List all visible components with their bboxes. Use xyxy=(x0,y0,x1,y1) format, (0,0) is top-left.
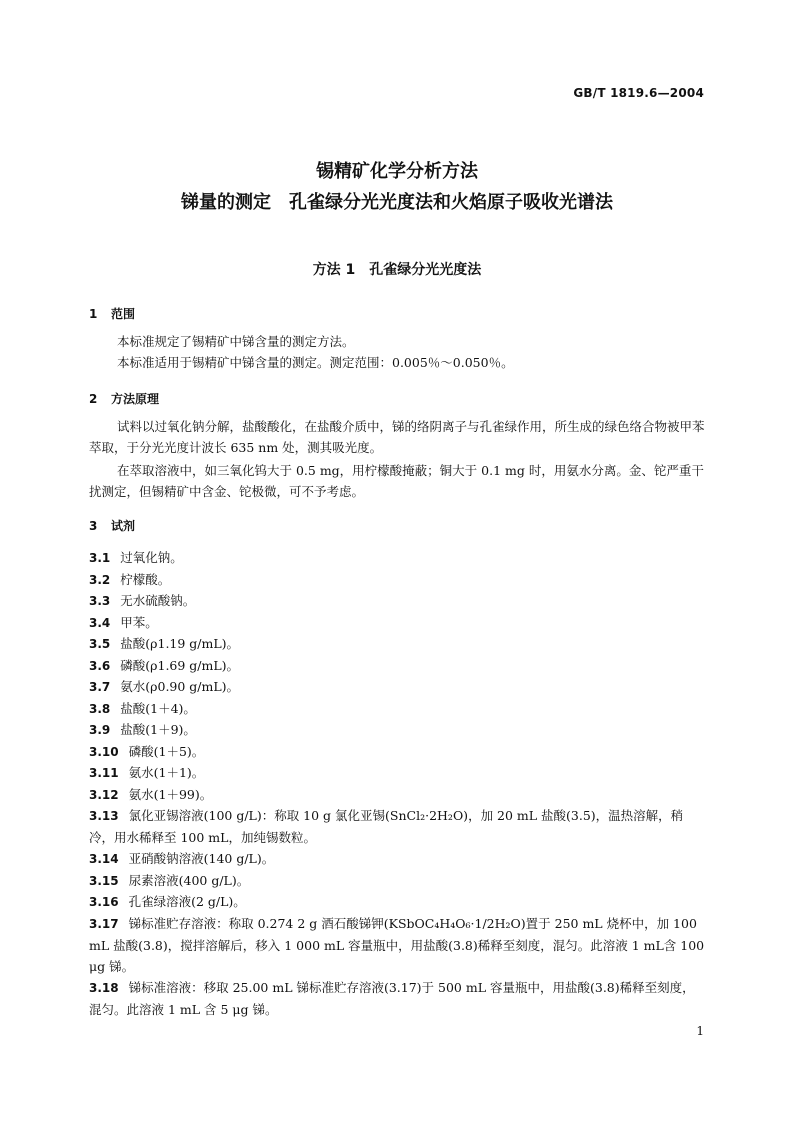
reagent-number: 3.3 xyxy=(89,594,111,608)
reagent-text: 过氧化钠。 xyxy=(120,550,183,565)
section-heading-scope xyxy=(89,305,135,322)
reagent-text: 盐酸(1＋4)。 xyxy=(120,701,196,716)
reagent-item xyxy=(89,676,705,698)
section-title: 试剂 xyxy=(111,519,136,533)
reagent-number: 3.1 xyxy=(89,551,111,565)
reagent-item xyxy=(89,784,705,806)
reagent-number: 3.5 xyxy=(89,637,111,651)
principle-paragraph-2: 在萃取溶液中，如三氧化钨大于 0.5 mg，用柠檬酸掩蔽；铜大于 0.1 mg 时，用氨水分离。金、铊严重干扰测定，但锡精矿中含金、铊极微，可不予考虑。 xyxy=(89,463,704,499)
reagent-text: 磷酸(ρ1.69 g/mL)。 xyxy=(120,658,240,673)
reagent-item xyxy=(89,913,705,977)
reagent-text: 氨水(1＋1)。 xyxy=(128,765,205,780)
reagent-item xyxy=(89,569,705,591)
reagent-text: 尿素溶液(400 g/L)。 xyxy=(128,873,250,888)
reagent-item xyxy=(89,590,705,612)
reagent-item xyxy=(89,633,705,655)
reagent-text: 无水硫酸钠。 xyxy=(120,593,196,608)
section-number: 3 xyxy=(89,519,98,533)
reagent-text: 柠檬酸。 xyxy=(120,572,171,587)
reagent-item xyxy=(89,655,705,677)
reagent-text: 氨水(1＋99)。 xyxy=(128,787,213,802)
reagent-text: 孔雀绿溶液(2 g/L)。 xyxy=(128,894,246,909)
section-number: 1 xyxy=(89,307,98,321)
section-title: 方法原理 xyxy=(111,392,160,406)
reagent-item xyxy=(89,741,705,763)
principle-paragraph-1: 试料以过氧化钠分解，盐酸酸化，在盐酸介质中，锑的络阴离子与孔雀绿作用，所生成的绿色络合物被甲苯萃取，于分光光度计波长 635 nm 处，测其吸光度。 xyxy=(89,419,705,455)
section-heading-reagents xyxy=(89,517,135,534)
reagent-item xyxy=(89,698,705,720)
section-title: 范围 xyxy=(111,307,136,321)
reagent-number: 3.9 xyxy=(89,723,111,737)
standard-code: GB/T 1819.6—2004 xyxy=(573,86,704,100)
reagent-text: 盐酸(1＋9)。 xyxy=(120,722,196,737)
reagent-number: 3.16 xyxy=(89,895,119,909)
section-heading-principle xyxy=(89,390,159,407)
scope-paragraph-2: 本标准适用于锡精矿中锑含量的测定。测定范围：0.005％～0.050％。 xyxy=(117,355,514,370)
document-title: 锡精矿化学分析方法 xyxy=(316,161,478,182)
reagent-text: 盐酸(ρ1.19 g/mL)。 xyxy=(120,636,240,651)
reagent-text: 锑标准溶液：移取 25.00 mL 锑标准贮存溶液(3.17)于 500 mL 容量瓶中，用盐酸(3.8)稀释至刻度，混匀。此溶液 1 mL 含 5 μg 锑。 xyxy=(89,980,695,1017)
reagent-number: 3.7 xyxy=(89,680,111,694)
reagent-number: 3.10 xyxy=(89,745,119,759)
reagent-number: 3.12 xyxy=(89,788,119,802)
reagent-item xyxy=(89,719,705,741)
method-heading: 方法 1 孔雀绿分光光度法 xyxy=(312,262,482,278)
reagent-text: 氨水(ρ0.90 g/mL)。 xyxy=(120,679,240,694)
reagent-number: 3.2 xyxy=(89,573,111,587)
document-subtitle: 锑量的测定 孔雀绿分光光度法和火焰原子吸收光谱法 xyxy=(181,192,613,213)
section-number: 2 xyxy=(89,392,98,406)
reagent-text: 亚硝酸钠溶液(140 g/L)。 xyxy=(128,851,275,866)
reagent-item xyxy=(89,805,705,848)
reagent-item xyxy=(89,762,705,784)
reagent-number: 3.17 xyxy=(89,917,119,931)
reagent-number: 3.8 xyxy=(89,702,111,716)
reagent-item xyxy=(89,891,705,913)
reagent-item xyxy=(89,977,705,1020)
reagent-text: 甲苯。 xyxy=(120,615,158,630)
reagent-number: 3.18 xyxy=(89,981,119,995)
reagent-item xyxy=(89,848,705,870)
page-number: 1 xyxy=(696,1024,704,1038)
reagent-item xyxy=(89,870,705,892)
reagent-text: 磷酸(1＋5)。 xyxy=(128,744,205,759)
reagent-number: 3.4 xyxy=(89,616,111,630)
reagent-number: 3.13 xyxy=(89,809,119,823)
reagent-item xyxy=(89,612,705,634)
reagent-number: 3.6 xyxy=(89,659,111,673)
reagent-number: 3.14 xyxy=(89,852,119,866)
reagent-text: 氯化亚锡溶液(100 g/L)：称取 10 g 氯化亚锡(SnCl₂·2H₂O)，加 20 mL 盐酸(3.5)，温热溶解，稍冷，用水稀释至 100 mL，加纯锡数粒。 xyxy=(89,808,684,845)
scope-paragraph-1: 本标准规定了锡精矿中锑含量的测定方法。 xyxy=(117,334,355,349)
reagent-item xyxy=(89,547,705,569)
reagent-number: 3.15 xyxy=(89,874,119,888)
reagent-number: 3.11 xyxy=(89,766,119,780)
reagent-text: 锑标准贮存溶液：称取 0.274 2 g 酒石酸锑钾(KSbOC₄H₄O₆·1/2H₂O)置于 250 mL 烧杯中，加 100 mL 盐酸(3.8)，搅拌溶解后，移入 1 000 mL 容量瓶中，用盐酸(3.8)稀释至刻度，混匀。此溶液 1 mL含 100 μg 锑。 xyxy=(89,916,705,974)
